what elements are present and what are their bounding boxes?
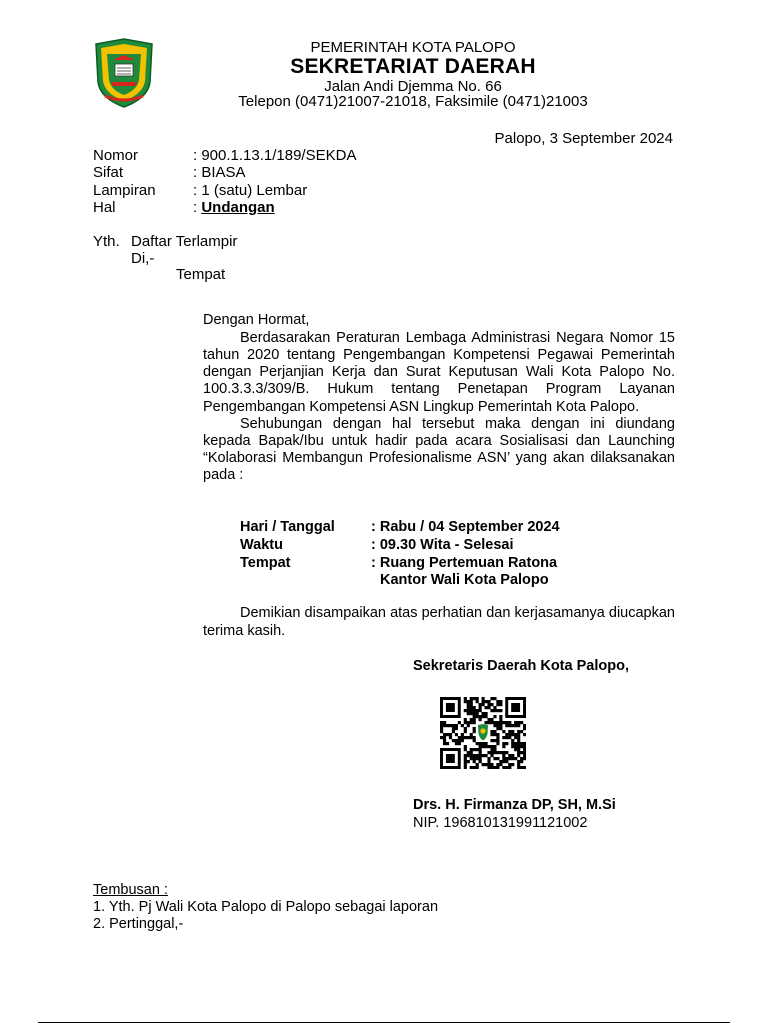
event-time-label: Waktu <box>240 537 283 553</box>
meta-label-lampiran: Lampiran <box>93 182 156 199</box>
meta-label-nomor: Nomor <box>93 147 139 164</box>
letter-date: Palopo, 3 September 2024 <box>494 130 673 147</box>
recipient-yth: Yth. <box>93 233 120 250</box>
recipient-di: Di,- <box>131 250 155 267</box>
event-place-value-2: Kantor Wali Kota Palopo <box>380 572 549 588</box>
meta-label-sifat: Sifat <box>93 164 124 181</box>
meta-value-lampiran: : 1 (satu) Lembar <box>193 182 308 199</box>
cc-item: 2. Pertinggal,- <box>93 916 184 932</box>
recipient-place: Tempat <box>176 266 226 283</box>
cc-item: 1. Yth. Pj Wali Kota Palopo di Palopo sebagai laporan <box>93 899 439 915</box>
footer-rule <box>38 1022 730 1023</box>
office-phone: Telepon (0471)21007-21018, Faksimile (0471)21003 <box>238 93 588 110</box>
government-name: PEMERINTAH KOTA PALOPO <box>310 39 516 56</box>
event-day-value: : Rabu / 04 September 2024 <box>371 519 560 535</box>
cc-heading: Tembusan : <box>93 882 168 898</box>
greeting: Dengan Hormat, <box>203 312 310 328</box>
closing-paragraph: Demikian disampaikan atas perhatian dan kerjasamanya diucapkan terima kasih. <box>203 605 675 639</box>
meta-value-sifat: : BIASA <box>193 164 246 181</box>
signatory-nip: NIP. 196810131991121002 <box>413 815 588 831</box>
recipient-to: Daftar Terlampir <box>131 233 238 250</box>
signatory-name: Drs. H. Firmanza DP, SH, M.Si <box>413 797 616 813</box>
signature-title: Sekretaris Daerah Kota Palopo, <box>413 658 629 674</box>
event-time-value: : 09.30 Wita - Selesai <box>371 537 514 553</box>
paragraph-2: Sehubungan dengan hal tersebut maka dengan ini diundang kepada Bapak/Ibu untuk hadir pada acara Sosialisasi dan Launching “Kolaborasi Membangun Profesionalisme ASN’ yang akan dilaksanakan pada : <box>203 415 675 484</box>
meta-hal-subject: Undangan <box>201 199 275 216</box>
letter-body <box>203 312 675 485</box>
event-place-value: : Ruang Pertemuan Ratona <box>371 555 558 571</box>
meta-value-hal <box>193 199 275 216</box>
event-day-label: Hari / Tanggal <box>240 519 335 535</box>
event-place-label: Tempat <box>240 555 291 571</box>
qr-code-signature <box>440 697 526 769</box>
paragraph-1: Berdasarakan Peraturan Lembaga Administrasi Negara Nomor 15 tahun 2020 tentang Pengembangan Kompetensi Pegawai Pemerintah dengan Perjanjian Kerja dan Surat Keputusan Wali Kota Palopo No. 100.3.3.3/309/B. Hukum tentang Penetapan Program Layanan Pengembangan Kompetensi ASN Lingkup Pemerintah Kota Palopo. <box>203 329 675 415</box>
meta-hal-colon: : <box>193 199 202 216</box>
city-emblem-logo <box>93 38 155 108</box>
office-name: SEKRETARIAT DAERAH <box>290 55 536 78</box>
meta-value-nomor: : 900.1.13.1/189/SEKDA <box>193 147 357 164</box>
meta-label-hal: Hal <box>93 199 116 216</box>
office-address: Jalan Andi Djemma No. 66 <box>324 78 502 95</box>
